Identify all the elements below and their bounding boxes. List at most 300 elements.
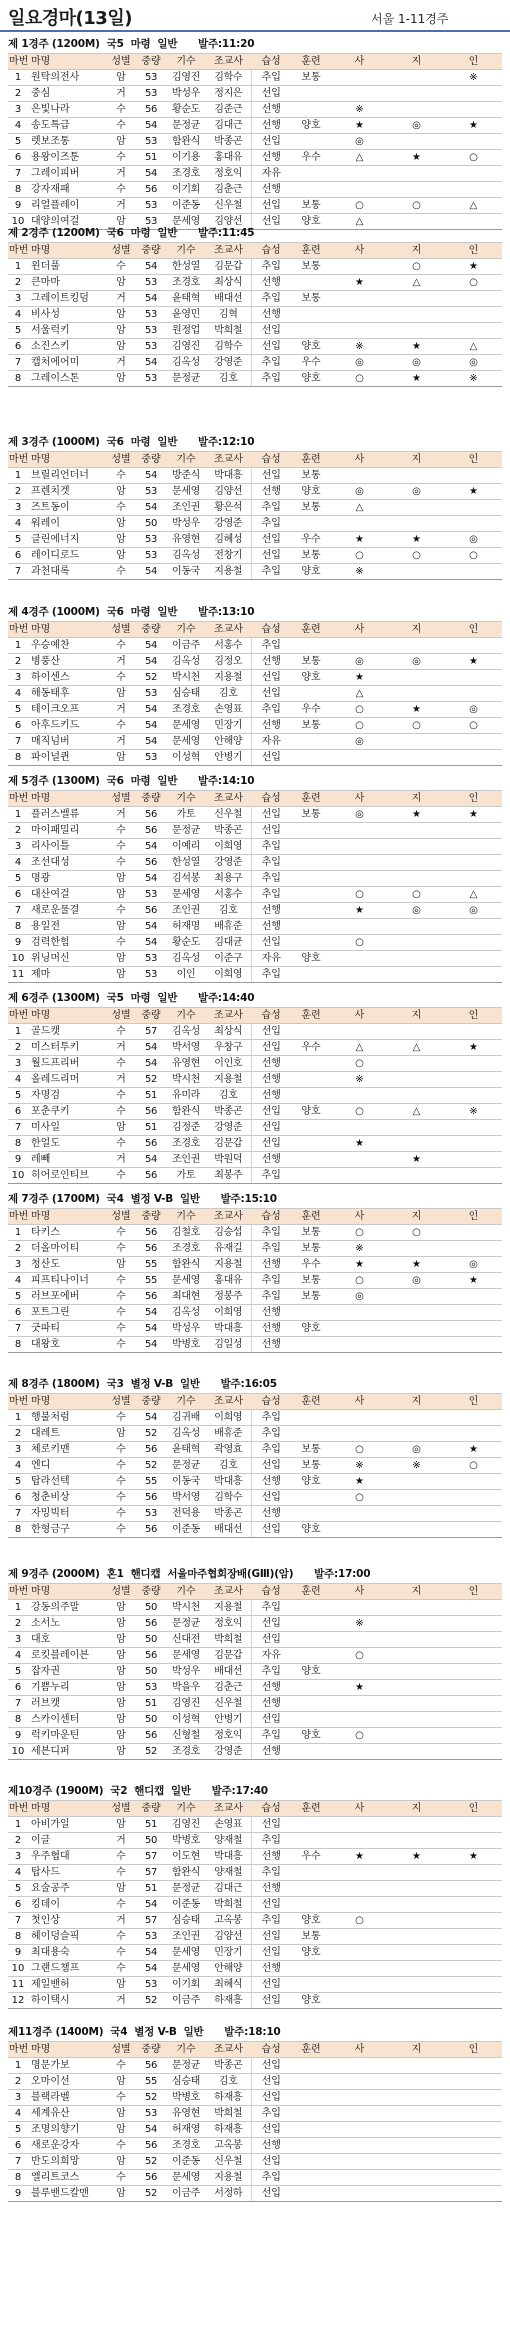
cell-w: 54: [136, 291, 166, 307]
cell-no: 1: [8, 1024, 28, 1040]
cell-w: 53: [136, 339, 166, 355]
cell-p3: [445, 823, 502, 839]
cell-j: 전덕용: [166, 1506, 206, 1522]
cell-p3: [445, 1929, 502, 1945]
cell-t: 김양선: [206, 484, 251, 500]
cell-p1: [331, 2122, 388, 2138]
cell-t: 박대흥: [206, 1849, 251, 1865]
cell-t: 김문갑: [206, 259, 251, 275]
column-header: 인: [445, 1801, 502, 1817]
cell-tr: [291, 2058, 331, 2074]
cell-w: 54: [136, 1961, 166, 1977]
cell-sex: 암: [106, 134, 136, 150]
cell-p1: ★: [331, 532, 388, 548]
column-header: 성별: [106, 1801, 136, 1817]
cell-horse: 히어로인티브: [28, 1168, 106, 1184]
column-header: 성별: [106, 1209, 136, 1225]
cell-p3: [445, 1426, 502, 1442]
cell-j: 김귀배: [166, 1410, 206, 1426]
cell-sex: 암: [106, 1712, 136, 1728]
cell-p3: [445, 951, 502, 967]
cell-w: 57: [136, 1913, 166, 1929]
cell-w: 56: [136, 1289, 166, 1305]
cell-sex: 암: [106, 532, 136, 548]
cell-p1: △: [331, 1040, 388, 1056]
cell-t: 강영준: [206, 1744, 251, 1760]
table-row: [8, 1897, 502, 1913]
cell-w: 54: [136, 1897, 166, 1913]
cell-no: 10: [8, 214, 28, 230]
column-header: 기수: [166, 622, 206, 638]
cell-horse: 클린에너지: [28, 532, 106, 548]
cell-tr: [291, 855, 331, 871]
cell-p2: ◎: [388, 118, 445, 134]
cell-tr: 우수: [291, 1040, 331, 1056]
column-header: 마번: [8, 1584, 28, 1600]
cell-t: 정호익: [206, 166, 251, 182]
table-row: [8, 1426, 502, 1442]
column-header: 기수: [166, 452, 206, 468]
cell-t: 김대균: [206, 935, 251, 951]
cell-horse: 럭키마운틴: [28, 1728, 106, 1744]
cell-horse: 최대용숙: [28, 1945, 106, 1961]
cell-s: 선행: [251, 1680, 291, 1696]
cell-p2: [388, 500, 445, 516]
column-header: 사: [331, 622, 388, 638]
cell-sex: 수: [106, 1104, 136, 1120]
cell-w: 53: [136, 86, 166, 102]
cell-s: 추입: [251, 1833, 291, 1849]
cell-t: 안병기: [206, 1712, 251, 1728]
cell-t: 이희영: [206, 967, 251, 983]
cell-t: 박종곤: [206, 2058, 251, 2074]
cell-no: 3: [8, 1442, 28, 1458]
cell-p1: △: [331, 214, 388, 230]
cell-w: 54: [136, 564, 166, 580]
cell-p2: [388, 2154, 445, 2170]
table-row: [8, 2170, 502, 2186]
cell-s: 추입: [251, 638, 291, 654]
table-row: [8, 1257, 502, 1273]
cell-p3: [445, 1993, 502, 2009]
table-row: [8, 86, 502, 102]
race-title: [8, 1191, 502, 1208]
cell-s: 추입: [251, 1913, 291, 1929]
cell-p2: [388, 1664, 445, 1680]
cell-no: 8: [8, 371, 28, 387]
cell-p3: [445, 86, 502, 102]
cell-j: 박서영: [166, 1490, 206, 1506]
cell-s: 추입: [251, 516, 291, 532]
cell-p3: [445, 468, 502, 484]
cell-s: 추입: [251, 1168, 291, 1184]
cell-w: 54: [136, 638, 166, 654]
cell-p1: ※: [331, 1072, 388, 1088]
cell-t: 신우철: [206, 198, 251, 214]
cell-p3: [445, 1961, 502, 1977]
column-header: 마명: [28, 1209, 106, 1225]
cell-tr: [291, 1648, 331, 1664]
cell-p1: ◎: [331, 355, 388, 371]
column-header: 기수: [166, 1209, 206, 1225]
cell-s: 선행: [251, 1321, 291, 1337]
race-section: [8, 773, 502, 983]
cell-w: 57: [136, 1024, 166, 1040]
column-header: 기수: [166, 54, 206, 70]
cell-sex: 수: [106, 259, 136, 275]
cell-p2: [388, 2090, 445, 2106]
cell-p1: [331, 1744, 388, 1760]
header-row: [8, 2042, 502, 2058]
cell-p3: [445, 855, 502, 871]
cell-p1: △: [331, 500, 388, 516]
cell-p3: [445, 1337, 502, 1353]
cell-tr: [291, 2186, 331, 2202]
column-header: 마번: [8, 791, 28, 807]
table-row: [8, 967, 502, 983]
cell-sex: 수: [106, 839, 136, 855]
cell-no: 4: [8, 1865, 28, 1881]
table-row: [8, 1865, 502, 1881]
cell-t: 지용철: [206, 670, 251, 686]
cell-no: 6: [8, 1680, 28, 1696]
table-row: [8, 1817, 502, 1833]
cell-w: 53: [136, 686, 166, 702]
column-header: 지: [388, 1394, 445, 1410]
table-row: [8, 1088, 502, 1104]
cell-t: 정호익: [206, 1728, 251, 1744]
cell-s: 선입: [251, 1993, 291, 2009]
cell-p3: [445, 686, 502, 702]
cell-horse: 대양의여걸: [28, 214, 106, 230]
cell-s: 추입: [251, 1273, 291, 1289]
cell-p2: [388, 871, 445, 887]
cell-t: 김대근: [206, 1881, 251, 1897]
cell-p3: ★: [445, 1849, 502, 1865]
cell-horse: 테이크오프: [28, 702, 106, 718]
column-header: 조교사: [206, 622, 251, 638]
cell-p3: [445, 935, 502, 951]
cell-p2: △: [388, 275, 445, 291]
cell-s: 선입: [251, 1104, 291, 1120]
cell-no: 10: [8, 1744, 28, 1760]
cell-t: 김학수: [206, 339, 251, 355]
cell-p1: ○: [331, 1273, 388, 1289]
cell-tr: [291, 1120, 331, 1136]
cell-p2: [388, 670, 445, 686]
cell-horse: 탑사드: [28, 1865, 106, 1881]
cell-t: 김호: [206, 2074, 251, 2090]
table-row: [8, 702, 502, 718]
cell-p3: [445, 1152, 502, 1168]
cell-sex: 암: [106, 484, 136, 500]
column-header: 조교사: [206, 1394, 251, 1410]
table-row: [8, 2138, 502, 2154]
cell-p2: [388, 1616, 445, 1632]
cell-p2: △: [388, 1104, 445, 1120]
cell-j: 문정균: [166, 371, 206, 387]
race-title-text: 제 3경주 (1000M) 국6 마령 일반 발주:12:10: [8, 436, 255, 448]
cell-p2: △: [388, 1040, 445, 1056]
cell-j: 문세영: [166, 887, 206, 903]
cell-p1: ○: [331, 702, 388, 718]
cell-sex: 수: [106, 2138, 136, 2154]
cell-j: 유미라: [166, 1088, 206, 1104]
cell-j: 가토: [166, 807, 206, 823]
cell-t: 최혜식: [206, 1977, 251, 1993]
cell-s: 선행: [251, 1474, 291, 1490]
column-header: 습성: [251, 1801, 291, 1817]
cell-t: 서정하: [206, 2186, 251, 2202]
cell-horse: 윈더풀: [28, 259, 106, 275]
column-header: 마번: [8, 452, 28, 468]
cell-p1: [331, 750, 388, 766]
cell-p3: [445, 1056, 502, 1072]
cell-horse: 그레이스톤: [28, 371, 106, 387]
cell-j: 문세영: [166, 718, 206, 734]
cell-p3: [445, 1897, 502, 1913]
cell-horse: 탑라선텍: [28, 1474, 106, 1490]
cell-s: 선행: [251, 484, 291, 500]
cell-j: 이준동: [166, 1522, 206, 1538]
cell-t: 신우철: [206, 807, 251, 823]
cell-no: 6: [8, 339, 28, 355]
cell-w: 54: [136, 259, 166, 275]
cell-horse: 병풍산: [28, 654, 106, 670]
table-row: [8, 484, 502, 500]
cell-no: 7: [8, 2154, 28, 2170]
cell-sex: 거: [106, 291, 136, 307]
cell-sex: 암: [106, 1728, 136, 1744]
cell-p1: [331, 1152, 388, 1168]
cell-tr: [291, 1600, 331, 1616]
cell-w: 53: [136, 307, 166, 323]
cell-tr: 우수: [291, 702, 331, 718]
cell-j: 이도현: [166, 1849, 206, 1865]
cell-sex: 거: [106, 702, 136, 718]
cell-horse: 큰마마: [28, 275, 106, 291]
cell-tr: [291, 1506, 331, 1522]
cell-p1: ※: [331, 1458, 388, 1474]
cell-t: 김정오: [206, 654, 251, 670]
cell-sex: 수: [106, 1490, 136, 1506]
cell-s: 선행: [251, 275, 291, 291]
cell-p3: ★: [445, 807, 502, 823]
cell-p2: [388, 323, 445, 339]
cell-s: 선행: [251, 1088, 291, 1104]
entries-table: [8, 621, 502, 766]
cell-j: 문정균: [166, 1881, 206, 1897]
cell-sex: 암: [106, 1257, 136, 1273]
cell-t: 김춘근: [206, 1680, 251, 1696]
cell-no: 6: [8, 150, 28, 166]
cell-no: 8: [8, 750, 28, 766]
cell-tr: [291, 839, 331, 855]
cell-s: 선입: [251, 323, 291, 339]
cell-j: 김석봉: [166, 871, 206, 887]
cell-j: 방준식: [166, 468, 206, 484]
cell-p1: ★: [331, 1136, 388, 1152]
table-row: [8, 1273, 502, 1289]
cell-tr: 보통: [291, 70, 331, 86]
cell-horse: 기쁨누리: [28, 1680, 106, 1696]
column-header: 습성: [251, 1008, 291, 1024]
cell-s: 추입: [251, 1426, 291, 1442]
cell-j: 박병호: [166, 1337, 206, 1353]
cell-p3: [445, 1490, 502, 1506]
cell-p1: ★: [331, 670, 388, 686]
cell-t: 김호: [206, 1088, 251, 1104]
cell-no: 2: [8, 86, 28, 102]
cell-tr: [291, 734, 331, 750]
cell-j: 이기용: [166, 150, 206, 166]
cell-w: 56: [136, 102, 166, 118]
cell-p3: [445, 1289, 502, 1305]
cell-p3: [445, 1913, 502, 1929]
table-row: [8, 935, 502, 951]
cell-t: 김일성: [206, 1337, 251, 1353]
cell-j: 문세영: [166, 1648, 206, 1664]
cell-sex: 거: [106, 734, 136, 750]
cell-t: 홍대유: [206, 1273, 251, 1289]
table-row: [8, 1152, 502, 1168]
table-row: [8, 638, 502, 654]
cell-p2: [388, 2122, 445, 2138]
cell-tr: [291, 1490, 331, 1506]
cell-horse: 제일밴허: [28, 1977, 106, 1993]
cell-p1: [331, 2074, 388, 2090]
cell-p1: ○: [331, 887, 388, 903]
cell-p2: [388, 1072, 445, 1088]
cell-j: 김옥성: [166, 1426, 206, 1442]
table-row: [8, 1728, 502, 1744]
race-section: [8, 1566, 502, 1760]
cell-horse: 용왕이즈툰: [28, 150, 106, 166]
cell-s: 선입: [251, 1040, 291, 1056]
cell-s: 선입: [251, 2074, 291, 2090]
cell-p3: [445, 1865, 502, 1881]
cell-j: 이동국: [166, 1474, 206, 1490]
cell-p1: [331, 1088, 388, 1104]
cell-no: 4: [8, 307, 28, 323]
cell-horse: 피프티나이너: [28, 1273, 106, 1289]
cell-w: 50: [136, 1600, 166, 1616]
cell-p3: ◎: [445, 903, 502, 919]
cell-no: 7: [8, 1506, 28, 1522]
cell-w: 51: [136, 150, 166, 166]
cell-no: 10: [8, 1168, 28, 1184]
cell-p1: [331, 855, 388, 871]
cell-p3: ○: [445, 275, 502, 291]
cell-sex: 수: [106, 638, 136, 654]
column-header: 조교사: [206, 54, 251, 70]
entries-table: [8, 53, 502, 230]
cell-p2: ★: [388, 532, 445, 548]
cell-horse: 파이널퀸: [28, 750, 106, 766]
cell-w: 52: [136, 2090, 166, 2106]
cell-w: 54: [136, 839, 166, 855]
cell-w: 57: [136, 1849, 166, 1865]
race-section: [8, 1376, 502, 1538]
cell-j: 박성우: [166, 86, 206, 102]
cell-s: 선행: [251, 102, 291, 118]
cell-t: 김문갑: [206, 1136, 251, 1152]
table-row: [8, 198, 502, 214]
cell-t: 지용철: [206, 1600, 251, 1616]
cell-tr: [291, 919, 331, 935]
cell-p1: ★: [331, 1474, 388, 1490]
cell-tr: [291, 1305, 331, 1321]
cell-p3: [445, 1728, 502, 1744]
cell-t: 박종곤: [206, 1506, 251, 1522]
race-title-text: 제 7경주 (1700M) 국4 별정 V-B 일반 발주:15:10: [8, 1193, 277, 1205]
cell-t: 박대흥: [206, 468, 251, 484]
cell-p1: ○: [331, 548, 388, 564]
table-row: [8, 1289, 502, 1305]
cell-w: 53: [136, 371, 166, 387]
column-header: 조교사: [206, 243, 251, 259]
cell-no: 6: [8, 548, 28, 564]
cell-t: 손영표: [206, 1817, 251, 1833]
cell-sex: 암: [106, 967, 136, 983]
column-header: 중량: [136, 452, 166, 468]
cell-w: 56: [136, 182, 166, 198]
table-row: [8, 871, 502, 887]
cell-tr: 양호: [291, 1728, 331, 1744]
cell-p3: [445, 1600, 502, 1616]
cell-tr: [291, 1152, 331, 1168]
cell-p3: [445, 1024, 502, 1040]
cell-sex: 암: [106, 2106, 136, 2122]
cell-tr: 보통: [291, 259, 331, 275]
cell-w: 52: [136, 1458, 166, 1474]
cell-w: 52: [136, 2154, 166, 2170]
cell-p1: [331, 823, 388, 839]
entries-table: [8, 1208, 502, 1353]
cell-p2: ★: [388, 371, 445, 387]
cell-horse: 체로키맨: [28, 1442, 106, 1458]
table-row: [8, 532, 502, 548]
cell-j: 문정균: [166, 1458, 206, 1474]
column-header: 마명: [28, 1394, 106, 1410]
cell-p1: [331, 86, 388, 102]
table-row: [8, 1945, 502, 1961]
cell-p3: [445, 2058, 502, 2074]
cell-p1: ◎: [331, 807, 388, 823]
cell-p2: [388, 1056, 445, 1072]
cell-s: 선입: [251, 750, 291, 766]
cell-t: 박종곤: [206, 134, 251, 150]
cell-p2: ◎: [388, 355, 445, 371]
cell-sex: 수: [106, 1474, 136, 1490]
column-header: 중량: [136, 1801, 166, 1817]
cell-sex: 암: [106, 1616, 136, 1632]
cell-w: 53: [136, 323, 166, 339]
column-header: 사: [331, 1209, 388, 1225]
cell-p1: [331, 1410, 388, 1426]
cell-horse: 해동태후: [28, 686, 106, 702]
cell-t: 김대근: [206, 118, 251, 134]
column-header: 지: [388, 54, 445, 70]
header-row: [8, 1801, 502, 1817]
column-header: 조교사: [206, 1209, 251, 1225]
table-row: [8, 468, 502, 484]
cell-no: 5: [8, 1881, 28, 1897]
cell-sex: 수: [106, 935, 136, 951]
cell-no: 7: [8, 564, 28, 580]
cell-sex: 수: [106, 903, 136, 919]
cell-s: 선입: [251, 1458, 291, 1474]
